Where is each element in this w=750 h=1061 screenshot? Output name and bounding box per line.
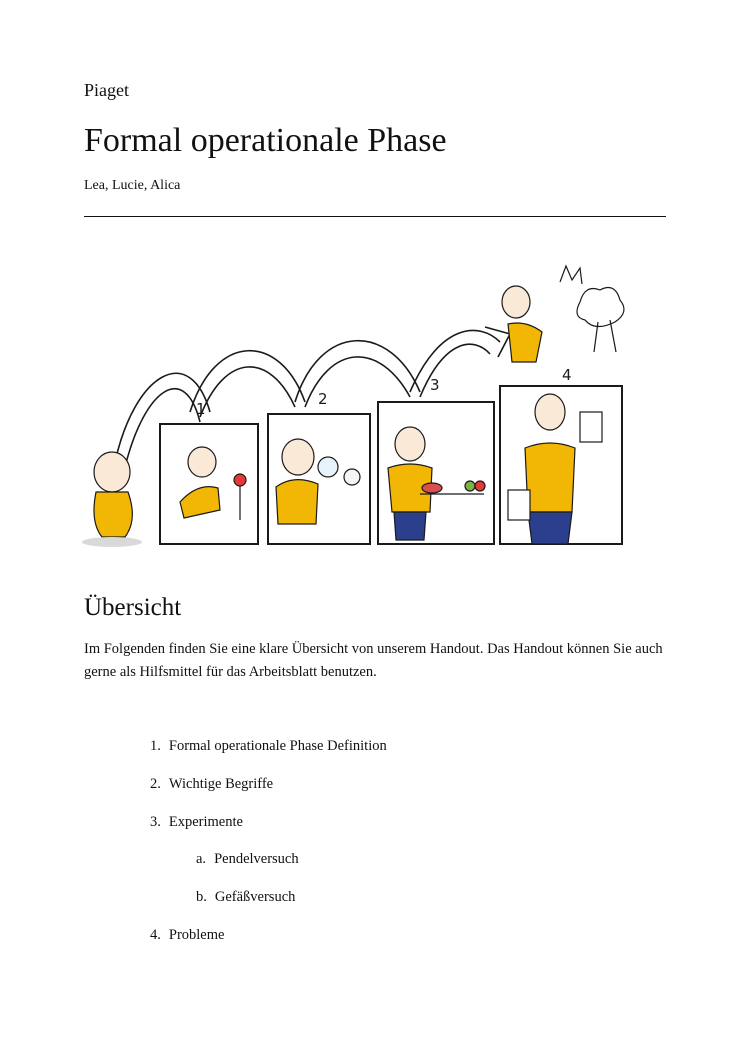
stage-number-3: 3 bbox=[430, 376, 440, 394]
document-title: Formal operationale Phase bbox=[84, 122, 447, 159]
thinking-figure bbox=[502, 266, 624, 362]
toc-subitem bbox=[196, 851, 299, 868]
overview-heading: Übersicht bbox=[84, 594, 182, 621]
toc-subitem bbox=[196, 889, 295, 906]
toc-marker: b. bbox=[196, 889, 207, 905]
toc-item bbox=[150, 776, 273, 793]
toc-item bbox=[150, 927, 224, 944]
toc-text: Formal operationale Phase Definition bbox=[168, 738, 387, 754]
piaget-stages-illustration bbox=[80, 262, 640, 552]
toc-item bbox=[150, 738, 387, 755]
toc-marker: 1. bbox=[150, 738, 161, 754]
stage-number-2: 2 bbox=[318, 390, 328, 408]
stage-number-1: 1 bbox=[196, 400, 206, 418]
toc-item bbox=[150, 814, 243, 831]
toc-text: Pendelversuch bbox=[214, 851, 299, 867]
toc-marker: 2. bbox=[150, 776, 161, 792]
document-authors: Lea, Lucie, Alica bbox=[84, 178, 181, 193]
overview-intro: Im Folgenden finden Sie eine klare Übersicht von unserem Handout. Das Handout können Sie auch gerne als Hilfsmittel für das Arbeitsblatt benutzen. bbox=[84, 641, 663, 680]
title-divider bbox=[84, 216, 666, 217]
toc-text: Wichtige Begriffe bbox=[168, 776, 274, 792]
toc-text: Gefäßversuch bbox=[214, 889, 296, 905]
toc-text: Probleme bbox=[168, 927, 225, 943]
baby-figure bbox=[82, 452, 142, 547]
toc-text: Experimente bbox=[168, 814, 243, 830]
toc-marker: a. bbox=[196, 851, 207, 867]
toc-marker: 3. bbox=[150, 814, 161, 830]
stage-number-4: 4 bbox=[562, 366, 572, 384]
document-subject: Piaget bbox=[84, 80, 129, 100]
toc-marker: 4. bbox=[150, 927, 161, 943]
